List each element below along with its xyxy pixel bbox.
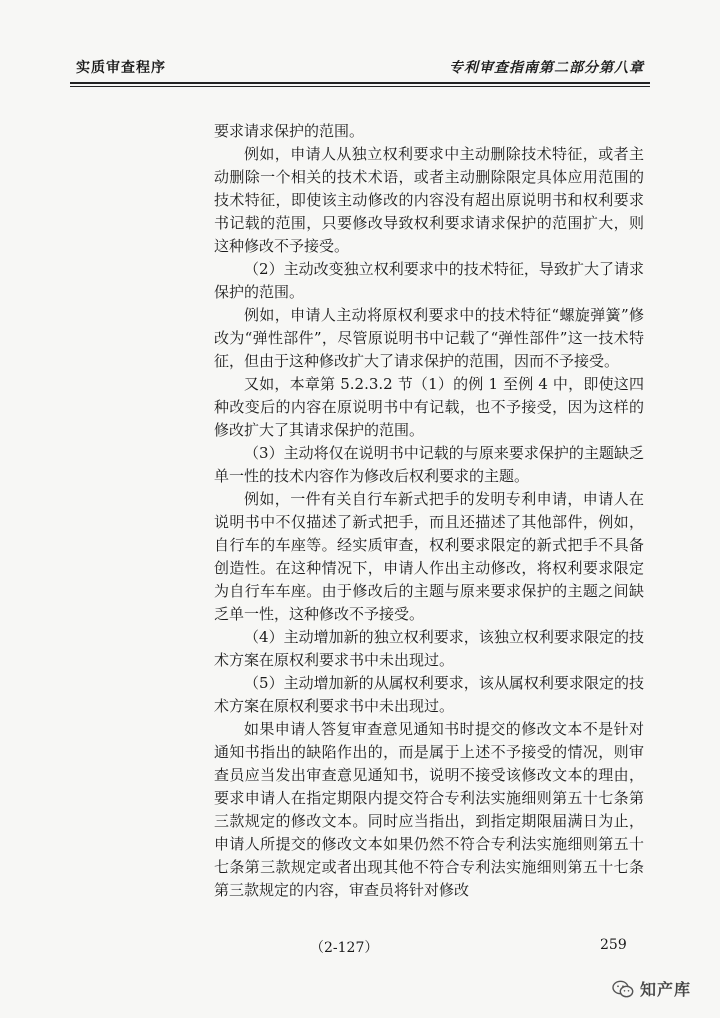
header-rule-thin (70, 86, 650, 87)
paragraph: 例如，申请人主动将原权利要求中的技术特征“螺旋弹簧”修改为“弹性部件”，尽管原说明书中记载了“弹性部件”这一技术特征，但由于这种修改扩大了请求保护的范围，因而不予接受。 (214, 306, 644, 370)
page-number: 259 (600, 937, 627, 953)
watermark-text: 知产库 (640, 980, 692, 999)
running-header-section: 实质审查程序 (76, 60, 166, 76)
paragraph: 例如，一件有关自行车新式把手的发明专利申请，申请人在说明书中不仅描述了新式把手，而且还描述了其他部件，例如，自行车的车座等。经实质审查，权利要求限定的新式把手不具备创造性。在这种情况下，申请人作出主动修改，将权利要求限定为自行车车座。由于修改后的主题与原来要求保护的主题之间缺乏单一性，这种修改不予接受。 (214, 490, 644, 623)
paragraph: （4）主动增加新的独立权利要求，该独立权利要求限定的技术方案在原权利要求书中未出现过。 (214, 628, 644, 669)
wechat-icon (612, 980, 634, 998)
paragraph: （2）主动改变独立权利要求中的技术特征，导致扩大了请求保护的范围。 (214, 260, 644, 301)
header-rule-thick (70, 82, 650, 84)
paragraph: （3）主动将仅在说明书中记载的与原来要求保护的主题缺乏单一性的技术内容作为修改后权利要求的主题。 (214, 444, 644, 485)
paragraph: 例如，申请人从独立权利要求中主动删除技术特征，或者主动删除一个相关的技术术语，或者主动删除限定具体应用范围的技术特征，即使该主动修改的内容没有超出原说明书和权利要求书记载的范围，只要修改导致权利要求请求保护的范围扩大，则这种修改不予接受。 (214, 145, 644, 255)
watermark (612, 977, 691, 1000)
section-page-number: （2-127） (310, 940, 379, 956)
paragraph: （5）主动增加新的从属权利要求，该从属权利要求限定的技术方案在原权利要求书中未出现过。 (214, 674, 644, 715)
paragraph: 要求请求保护的范围。 (214, 122, 365, 140)
paragraph: 如果申请人答复审查意见通知书时提交的修改文本不是针对通知书指出的缺陷作出的，而是属于上述不予接受的情况，则审查员应当发出审查意见通知书，说明不接受该修改文本的理由，要求申请人在指定期限内提交符合专利法实施细则第五十七条第三款规定的修改文本。同时应当指出，到指定期限届满日为止，申请人所提交的修改文本如果仍然不符合专利法实施细则第五十七条第三款规定或者出现其他不符合专利法实施细则第五十七条第三款规定的内容，审查员将针对修改 (214, 720, 644, 899)
paragraph: 又如，本章第 5.2.3.2 节（1）的例 1 至例 4 中，即使这四种改变后的内容在原说明书中有记载，也不予接受，因为这样的修改扩大了其请求保护的范围。 (214, 375, 644, 439)
running-header-chapter: 专利审查指南第二部分第八章 (449, 60, 644, 76)
body-text (214, 120, 644, 902)
